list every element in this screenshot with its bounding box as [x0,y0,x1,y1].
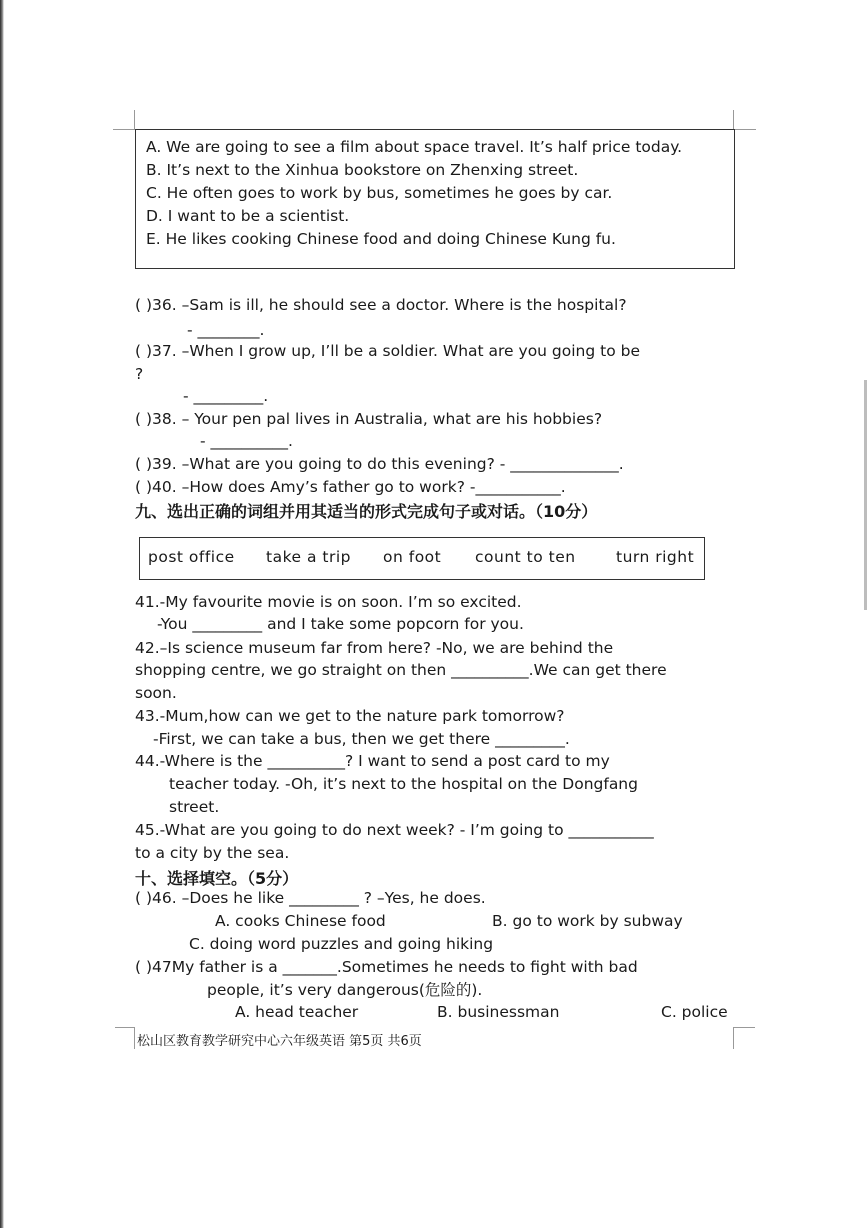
crop-mark-bottom-right-h [733,1027,755,1028]
crop-mark-bottom-left-h [115,1027,135,1028]
section-9-heading: 九、选出正确的词组并用其适当的形式完成句子或对话。（10分） [135,502,598,521]
question-47: ( )47My father is a _______.Sometimes he needs to fight with bad [135,958,638,976]
crop-mark-top-left-h [113,129,135,130]
question-47-option-a: A. head teacher [235,1003,359,1021]
phrase-count-to-ten: count to ten [475,548,576,566]
question-47-option-b: B. businessman [437,1003,560,1021]
phrase-turn-right: turn right [616,548,695,566]
question-44-line2: teacher today. -Oh, it’s next to the hospital on the Dongfang [169,775,638,793]
question-45-line2: to a city by the sea. [135,844,290,862]
question-39: ( )39. –What are you going to do this evening? - ______________. [135,455,624,473]
crop-mark-top-left-v [134,110,135,130]
phrase-on-foot: on foot [383,548,442,566]
question-38-answer: - __________. [200,432,293,450]
crop-mark-bottom-left-v [134,1027,135,1049]
question-43-line2: -First, we can take a bus, then we get there _________. [153,730,570,748]
page-footer: 松山区教育教学研究中心六年级英语 第5页 共6页 [137,1034,422,1049]
crop-mark-bottom-right-v [733,1027,734,1049]
question-36-answer: - ________. [187,321,265,339]
question-47-option-c: C. police [661,1003,728,1021]
question-37-cont: ? [135,365,144,383]
crop-mark-top-right-v [733,110,734,130]
question-38: ( )38. – Your pen pal lives in Australia, what are his hobbies? [135,410,603,428]
option-a: A. We are going to see a film about space travel. It’s half price today. [146,138,683,156]
question-42-line3: soon. [135,684,177,702]
scan-edge-left [0,0,4,1228]
question-44-line3: street. [169,798,220,816]
question-46: ( )46. –Does he like _________ ? –Yes, he does. [135,889,486,907]
question-47-line2: people, it’s very dangerous(危险的). [207,981,483,999]
question-37-answer: - _________. [183,387,269,405]
option-e: E. He likes cooking Chinese food and doing Chinese Kung fu. [146,230,616,248]
question-46-option-a: A. cooks Chinese food [215,912,386,930]
option-d: D. I want to be a scientist. [146,207,350,225]
phrase-take-a-trip: take a trip [266,548,351,566]
section-10-heading: 十、选择填空。（5分） [135,869,299,888]
option-c: C. He often goes to work by bus, sometimes he goes by car. [146,184,613,202]
question-43: 43.-Mum,how can we get to the nature park tomorrow? [135,707,565,725]
question-46-option-c: C. doing word puzzles and going hiking [189,935,494,953]
question-42-line2: shopping centre, we go straight on then __________.We can get there [135,661,667,679]
question-42: 42.–Is science museum far from here? -No, we are behind the [135,639,614,657]
question-46-option-b: B. go to work by subway [492,912,683,930]
question-40: ( )40. –How does Amy’s father go to work? -___________. [135,478,566,496]
question-36: ( )36. –Sam is ill, he should see a doctor. Where is the hospital? [135,296,627,314]
question-45: 45.-What are you going to do next week? - I’m going to ___________ [135,821,654,839]
question-37: ( )37. –When I grow up, I’ll be a soldier. What are you going to be [135,342,641,360]
crop-mark-top-right-h [734,129,756,130]
question-41-line2: -You _________ and I take some popcorn for you. [157,615,524,633]
answer-options-box [135,129,735,269]
option-b: B. It’s next to the Xinhua bookstore on Zhenxing street. [146,161,579,179]
question-44: 44.-Where is the __________? I want to send a post card to my [135,752,610,770]
question-41: 41.-My favourite movie is on soon. I’m so excited. [135,593,522,611]
phrase-post-office: post office [148,548,235,566]
phrase-box [139,537,705,580]
